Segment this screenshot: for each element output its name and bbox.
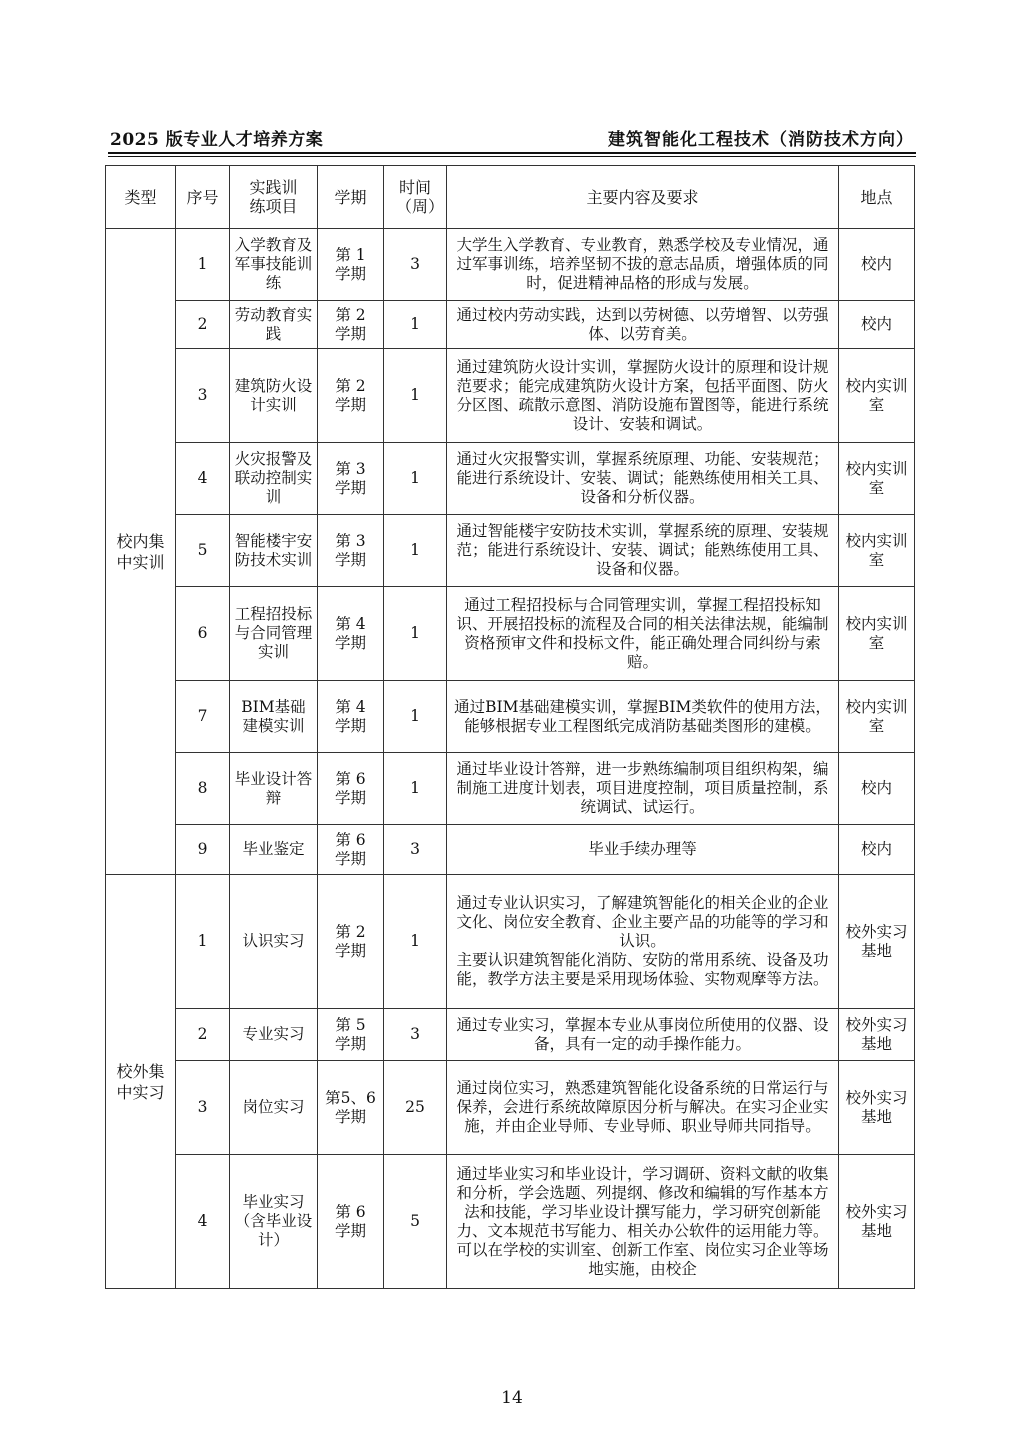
row-item: 认识实习 xyxy=(230,875,318,1009)
col-header-weeks: 时间（周） xyxy=(384,166,447,229)
row-place: 校内 xyxy=(839,753,915,825)
row-weeks: 1 xyxy=(384,443,447,515)
row-content: 通过校内劳动实践，达到以劳树德、以劳增智、以劳强体、以劳育美。 xyxy=(447,301,839,349)
header-rule-thin xyxy=(108,156,916,157)
row-no: 4 xyxy=(176,443,230,515)
row-term: 第 2 学期 xyxy=(318,875,384,1009)
table-row xyxy=(106,1009,915,1061)
col-header-term: 学期 xyxy=(318,166,384,229)
row-term: 第5、6 学期 xyxy=(318,1061,384,1155)
table-row xyxy=(106,875,915,1009)
row-content-para-1: 通过专业认识实习，了解建筑智能化的相关企业的企业文化、岗位安全教育、企业主要产品的功能等的学习和认识。 xyxy=(456,894,829,950)
table-row xyxy=(106,301,915,349)
header-rule-thick xyxy=(108,152,916,154)
row-item: 毕业鉴定 xyxy=(230,825,318,875)
table-row xyxy=(106,587,915,681)
row-no: 1 xyxy=(176,229,230,301)
row-place: 校内实训室 xyxy=(839,515,915,587)
row-term: 第 3 学期 xyxy=(318,515,384,587)
table-row xyxy=(106,443,915,515)
row-content: 通过火灾报警实训，掌握系统原理、功能、安装规范；能进行系统设计、安装、调试；能熟练使用相关工具、设备和分析仪器。 xyxy=(447,443,839,515)
row-no: 6 xyxy=(176,587,230,681)
row-content: 通过专业实习，掌握本专业从事岗位所使用的仪器、设备，具有一定的动手操作能力。 xyxy=(447,1009,839,1061)
row-weeks: 1 xyxy=(384,301,447,349)
table-row xyxy=(106,515,915,587)
table-row xyxy=(106,229,915,301)
table-row xyxy=(106,1155,915,1289)
row-weeks: 3 xyxy=(384,229,447,301)
row-content: 通过BIM基础建模实训，掌握BIM类软件的使用方法，能够根据专业工程图纸完成消防基础类图形的建模。 xyxy=(447,681,839,753)
row-place: 校外实习基地 xyxy=(839,1061,915,1155)
row-weeks: 1 xyxy=(384,515,447,587)
row-term: 第 3 学期 xyxy=(318,443,384,515)
row-item: 毕业设计答辩 xyxy=(230,753,318,825)
page-number: 14 xyxy=(501,1388,523,1408)
table-row xyxy=(106,349,915,443)
row-place: 校外实习基地 xyxy=(839,1155,915,1289)
header-right-title: 建筑智能化工程技术（消防技术方向） xyxy=(608,130,914,150)
row-place: 校内实训室 xyxy=(839,443,915,515)
row-place: 校内 xyxy=(839,825,915,875)
row-item: 工程招投标与合同管理实训 xyxy=(230,587,318,681)
col-header-content: 主要内容及要求 xyxy=(447,166,839,229)
row-item: 专业实习 xyxy=(230,1009,318,1061)
row-content: 通过毕业实习和毕业设计，学习调研、资料文献的收集和分析，学会选题、列提纲、修改和编辑的写作基本方法和技能，学习毕业设计撰写能力，学习研究创新能力、文本规范书写能力、相关办公软件的运用能力等。可以在学校的实训室、创新工作室、岗位实习企业等场地实施，由校企 xyxy=(447,1155,839,1289)
row-place: 校内实训室 xyxy=(839,349,915,443)
page-header xyxy=(108,125,916,149)
row-content xyxy=(447,875,839,1009)
row-content: 通过岗位实习，熟悉建筑智能化设备系统的日常运行与保养，会进行系统故障原因分析与解决。在实习企业实施，并由企业导师、专业导师、职业导师共同指导。 xyxy=(447,1061,839,1155)
row-term: 第 6 学期 xyxy=(318,753,384,825)
table-row xyxy=(106,753,915,825)
table-header-row xyxy=(106,166,915,229)
row-place: 校外实习基地 xyxy=(839,875,915,1009)
table-row xyxy=(106,1061,915,1155)
row-place: 校内 xyxy=(839,301,915,349)
row-no: 2 xyxy=(176,1009,230,1061)
row-no: 9 xyxy=(176,825,230,875)
row-content: 大学生入学教育、专业教育，熟悉学校及专业情况，通过军事训练，培养坚韧不拔的意志品质，增强体质的同时，促进精神品格的形成与发展。 xyxy=(447,229,839,301)
col-header-no: 序号 xyxy=(176,166,230,229)
row-item: 劳动教育实践 xyxy=(230,301,318,349)
row-place: 校内实训室 xyxy=(839,681,915,753)
row-weeks: 3 xyxy=(384,1009,447,1061)
row-content: 毕业手续办理等 xyxy=(447,825,839,875)
row-weeks: 3 xyxy=(384,825,447,875)
header-left-title: 2025 版专业人才培养方案 xyxy=(110,130,324,150)
row-place: 校内 xyxy=(839,229,915,301)
category-cell: 校外集中实习 xyxy=(106,875,176,1289)
row-weeks: 1 xyxy=(384,753,447,825)
row-weeks: 1 xyxy=(384,681,447,753)
row-item: 岗位实习 xyxy=(230,1061,318,1155)
row-no: 7 xyxy=(176,681,230,753)
row-content: 通过建筑防火设计实训，掌握防火设计的原理和设计规范要求；能完成建筑防火设计方案，包括平面图、防火分区图、疏散示意图、消防设施布置图等，能进行系统设计、安装和调试。 xyxy=(447,349,839,443)
row-term: 第 4 学期 xyxy=(318,681,384,753)
row-no: 4 xyxy=(176,1155,230,1289)
row-no: 3 xyxy=(176,349,230,443)
row-place: 校外实习基地 xyxy=(839,1009,915,1061)
row-no: 8 xyxy=(176,753,230,825)
row-weeks: 25 xyxy=(384,1061,447,1155)
row-item: 建筑防火设计实训 xyxy=(230,349,318,443)
practice-training-table xyxy=(105,165,915,1289)
row-item: 入学教育及军事技能训练 xyxy=(230,229,318,301)
col-header-item: 实践训练项目 xyxy=(230,166,318,229)
table-row xyxy=(106,681,915,753)
row-item: 火灾报警及联动控制实训 xyxy=(230,443,318,515)
row-weeks: 1 xyxy=(384,349,447,443)
col-header-type: 类型 xyxy=(106,166,176,229)
table-row xyxy=(106,825,915,875)
row-term: 第 6 学期 xyxy=(318,1155,384,1289)
row-no: 3 xyxy=(176,1061,230,1155)
row-term: 第 2 学期 xyxy=(318,349,384,443)
row-item: 毕业实习（含毕业设计） xyxy=(230,1155,318,1289)
row-term: 第 6 学期 xyxy=(318,825,384,875)
category-cell: 校内集中实训 xyxy=(106,229,176,875)
row-term: 第 1 学期 xyxy=(318,229,384,301)
row-term: 第 4 学期 xyxy=(318,587,384,681)
row-content: 通过毕业设计答辩，进一步熟练编制项目组织构架，编制施工进度计划表，项目进度控制，项目质量控制，系统调试、试运行。 xyxy=(447,753,839,825)
row-no: 2 xyxy=(176,301,230,349)
row-term: 第 5 学期 xyxy=(318,1009,384,1061)
row-weeks: 1 xyxy=(384,587,447,681)
row-term: 第 2 学期 xyxy=(318,301,384,349)
row-content: 通过智能楼宇安防技术实训，掌握系统的原理、安装规范；能进行系统设计、安装、调试；能熟练使用工具、设备和仪器。 xyxy=(447,515,839,587)
row-no: 5 xyxy=(176,515,230,587)
col-header-place: 地点 xyxy=(839,166,915,229)
row-item: 智能楼宇安防技术实训 xyxy=(230,515,318,587)
row-item: BIM基础建模实训 xyxy=(230,681,318,753)
row-content: 通过工程招投标与合同管理实训，掌握工程招投标知识、开展招投标的流程及合同的相关法律法规，能编制资格预审文件和投标文件，能正确处理合同纠纷与索赔。 xyxy=(447,587,839,681)
row-weeks: 1 xyxy=(384,875,447,1009)
row-no: 1 xyxy=(176,875,230,1009)
row-weeks: 5 xyxy=(384,1155,447,1289)
row-place: 校内实训室 xyxy=(839,587,915,681)
row-content-para-2: 主要认识建筑智能化消防、安防的常用系统、设备及功能，教学方法主要是采用现场体验、实物观摩等方法。 xyxy=(456,951,829,988)
